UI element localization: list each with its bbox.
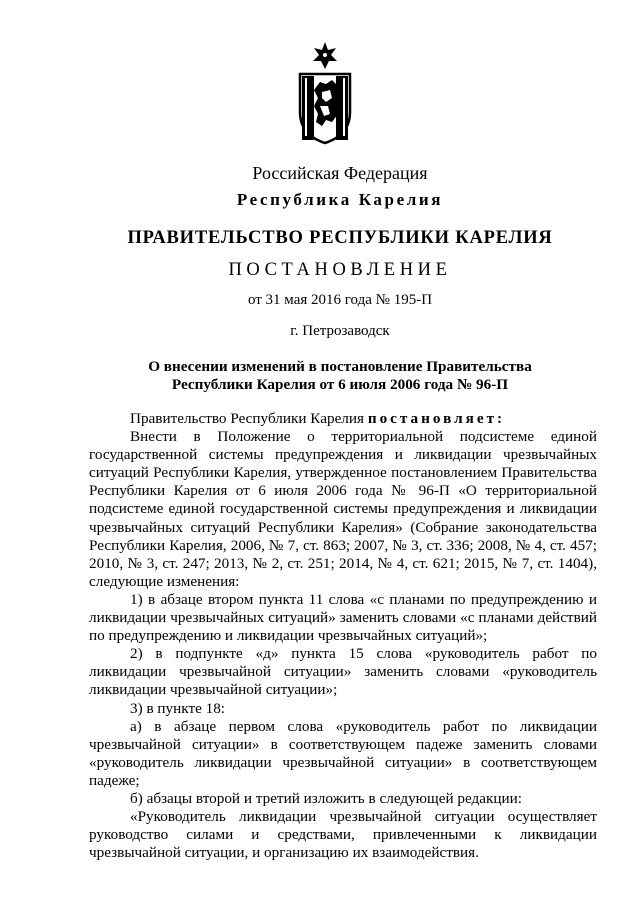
paragraph-item-3: 3) в пункте 18: <box>130 699 226 717</box>
karelia-coat-of-arms-icon <box>296 40 354 145</box>
document-city: г. Петрозаводск <box>290 323 390 339</box>
preamble-text: Правительство Республики Карелия <box>130 410 368 427</box>
country-name: Российская Федерация <box>252 163 428 183</box>
government-title: ПРАВИТЕЛЬСТВО РЕСПУБЛИКИ КАРЕЛИЯ <box>127 228 553 248</box>
document-date: от 31 мая 2016 года № 195-П <box>247 292 433 308</box>
subject-line-1: О внесении изменений в постановление Правительства <box>148 358 532 375</box>
document-subject <box>0 358 640 394</box>
paragraph-item-3b: б) абзацы второй и третий изложить в следующей редакции: <box>130 789 522 807</box>
republic-name: Республика Карелия <box>236 190 444 209</box>
preamble-verb: постановляет: <box>367 410 506 427</box>
paragraph-item-1: 1) в абзаце втором пункта 11 слова «с планами по предупреждению и ликвидации чрезвычайных ситуаций» заменить словами «с планами действий по предупреждению и ликвидации чрезвычайных ситуаций»; <box>89 590 597 645</box>
paragraph-item-3a: а) в абзаце первом слова «руководитель работ по ликвидации чрезвычайной ситуации» в соответствующем падеже заменить словами «руководитель ликвидации чрезвычайной ситуации» в соответствующем падеже; <box>89 717 597 789</box>
preamble <box>89 410 597 428</box>
paragraph-quote: «Руководитель ликвидации чрезвычайной ситуации осуществляет руководство силами и средствами, привлеченными к ликвидации чрезвычайной ситуации, и организацию их взаимодействия. <box>89 808 597 862</box>
paragraph-main: Внести в Положение о территориальной подсистеме единой государственной системы предупреждения и ликвидации чрезвычайных ситуаций Республики Карелия, утвержденное постановлением Правительства Республики Карелия от 6 июля 2006 года № 96-П «О территориальной подсистеме единой государственной системы предупреждения и ликвидации чрезвычайных ситуаций Республики Карелия» (Собрание законодательства Республики Карелия, 2006, № 7, ст. 863; 2007, № 3, ст. 336; 2008, № 4, ст. 457; 2010, № 3, ст. 247; 2013, № 2, ст. 251; 2014, № 4, ст. 621; 2015, № 7, ст. 1404), следующие изменения: <box>89 428 597 590</box>
document-body <box>89 410 597 862</box>
paragraph-item-2: 2) в подпункте «д» пункта 15 слова «руководитель работ по ликвидации чрезвычайной ситуации» заменить словами «руководитель ликвидации чрезвычайной ситуации»; <box>89 645 597 699</box>
document-type: ПОСТАНОВЛЕНИЕ <box>228 260 452 280</box>
subject-line-2: Республики Карелия от 6 июля 2006 года № 96-П <box>171 376 509 393</box>
